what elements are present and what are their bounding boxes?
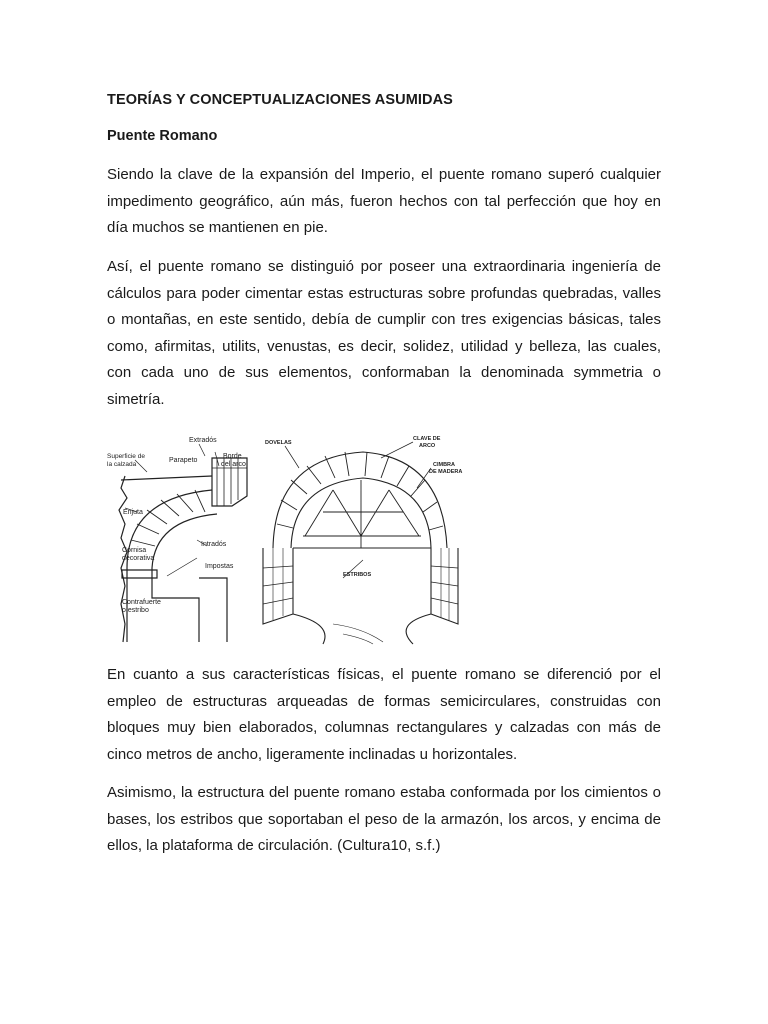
label-estribo: o estribo	[122, 607, 149, 614]
section-heading: TEORÍAS Y CONCEPTUALIZACIONES ASUMIDAS	[107, 92, 453, 108]
label-de-madera: DE MADERA	[429, 469, 463, 475]
bridge-illustrations	[107, 428, 463, 644]
arch-section-diagram	[107, 428, 257, 644]
label-impostas: Impostas	[205, 563, 234, 570]
label-extrados: Extradós	[189, 437, 217, 444]
paragraph-1: Siendo la clave de la expansión del Imperio, el puente romano superó cualquier impedimento geográfico, aún más, fueron hechos con tal perfección que hoy en día muchos se mantienen en pie.	[107, 166, 661, 236]
label-superficie: Superficie de	[107, 453, 145, 460]
paragraph-3: En cuanto a sus características físicas, el puente romano se diferenció por el empleo de estructuras arqueadas de formas semicirculares, construidas con bloques muy bien elaborados, columnas rectangulares y calzadas con más de cinco metros de ancho, ligeramente inclinadas u horizontales.	[107, 666, 661, 763]
label-del-arco: del arco	[221, 461, 246, 468]
subsection-heading: Puente Romano	[107, 128, 218, 144]
bridge-centering-drawing	[263, 428, 463, 644]
label-cimbra: CIMBRA	[433, 462, 455, 468]
label-clave-de: CLAVE DE	[413, 436, 441, 442]
paragraph-4: Asimismo, la estructura del puente romano estaba conformada por los cimientos o bases, los estribos que soportaban el peso de la armazón, los arcos, y encima de ellos, la plataforma de circulación. (Cultura10, s.f.)	[107, 784, 661, 854]
label-cornisa: Cornisa	[122, 547, 147, 554]
label-enjuta: Enjuta	[123, 509, 143, 516]
label-borde: Borde	[223, 453, 242, 460]
label-arco: ARCO	[419, 443, 436, 449]
label-estribos: ESTRIBOS	[343, 572, 372, 578]
paragraph-2: Así, el puente romano se distinguió por poseer una extraordinaria ingeniería de cálculos para poder cimentar estas estructuras sobre profundas quebradas, valles o montañas, en este sentido, debía de cumplir con tres exigencias básicas, tales como, afirmitas, utilits, venustas, es decir, solidez, utilidad y belleza, las cuales, con cada uno de sus elementos, conformaban la denominada symmetria o simetría.	[107, 258, 661, 408]
label-parapeto: Parapeto	[169, 457, 198, 464]
label-decorativa: decorativa	[122, 555, 155, 562]
label-contrafuerte: Contrafuerte	[122, 599, 161, 606]
label-dovelas: DOVELAS	[265, 440, 292, 446]
label-intrados: Intradós	[201, 541, 227, 548]
label-calzada: la calzada	[107, 461, 137, 468]
